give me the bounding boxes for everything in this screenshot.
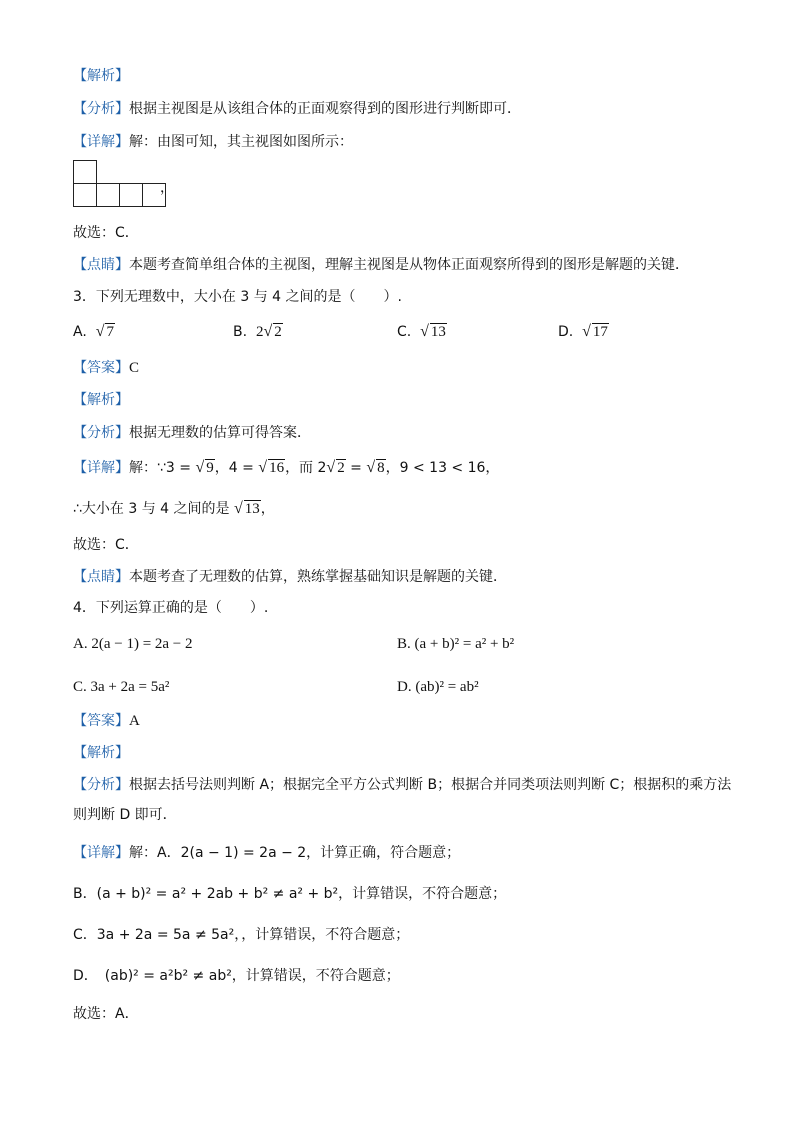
q4-analysis-1: 【分析】根据去括号法则判断 A；根据完全平方公式判断 B；根据合并同类项法则判断 C；根据积的乘方法 xyxy=(73,777,732,793)
q3-choose: 故选：C． xyxy=(73,537,139,553)
q3-option-a: A. √ 7 xyxy=(73,323,114,340)
figure-comma: ， xyxy=(160,180,174,196)
q4-stem: 4．下列运算正确的是（ ）. xyxy=(73,600,269,616)
q4-choose: 故选：A． xyxy=(73,1006,139,1022)
q3-analysis-tag: 【解析】 xyxy=(73,392,129,408)
q4-analysis-tag: 【解析】 xyxy=(73,745,129,761)
q3-detail: 【详解】解：∵3 = √ 9，4 = √ 16，而 2√ 2 = √ 8，9 < 13 < 16， xyxy=(73,459,500,476)
q3-therefore: ∴大小在 3 与 4 之间的是 √ 13， xyxy=(73,500,275,517)
q4-detail-b: B．(a + b)² = a² + 2ab + b² ≠ a² + b²，计算错误，不符合题意； xyxy=(73,886,507,902)
q4-detail-d: D． (ab)² = a²b² ≠ ab²，计算错误，不符合题意； xyxy=(73,968,400,984)
q4-option-a: A. 2(a − 1) = 2a − 2 xyxy=(73,636,193,652)
q2-detail: 【详解】解：由图可知，其主视图如图所示： xyxy=(73,134,353,150)
q4-option-c: C. 3a + 2a = 5a² xyxy=(73,679,170,695)
q3-option-c: C. √ 13 xyxy=(397,323,446,340)
q3-answer: 【答案】C xyxy=(73,360,140,376)
q4-analysis-2: 则判断 D 即可． xyxy=(73,807,177,823)
q3-comment: 【点睛】本题考查了无理数的估算，熟练掌握基础知识是解题的关键． xyxy=(73,569,507,585)
q3-analysis: 【分析】根据无理数的估算可得答案． xyxy=(73,425,311,441)
q3-stem: 3．下列无理数中，大小在 3 与 4 之间的是（ ）. xyxy=(73,289,402,305)
q4-answer: 【答案】A xyxy=(73,713,140,729)
q4-detail-a: 【详解】解：A．2(a − 1) = 2a − 2，计算正确，符合题意； xyxy=(73,845,461,861)
q4-detail-c: C．3a + 2a = 5a ≠ 5a²，，计算错误，不符合题意； xyxy=(73,927,410,943)
q3-option-d: D. √ 17 xyxy=(558,323,608,340)
q2-choose: 故选：C． xyxy=(73,225,139,241)
q3-option-b: B. 2√ 2 xyxy=(233,323,282,340)
q2-comment: 【点睛】本题考查简单组合体的主视图，理解主视图是从物体正面观察所得到的图形是解题的关键． xyxy=(73,257,689,273)
q2-analysis: 【分析】根据主视图是从该组合体的正面观察得到的图形进行判断即可． xyxy=(73,101,521,117)
q4-option-b: B. (a + b)² = a² + b² xyxy=(397,636,515,652)
analysis-tag: 【解析】 xyxy=(73,68,129,84)
q4-option-d: D. (ab)² = ab² xyxy=(397,679,479,695)
